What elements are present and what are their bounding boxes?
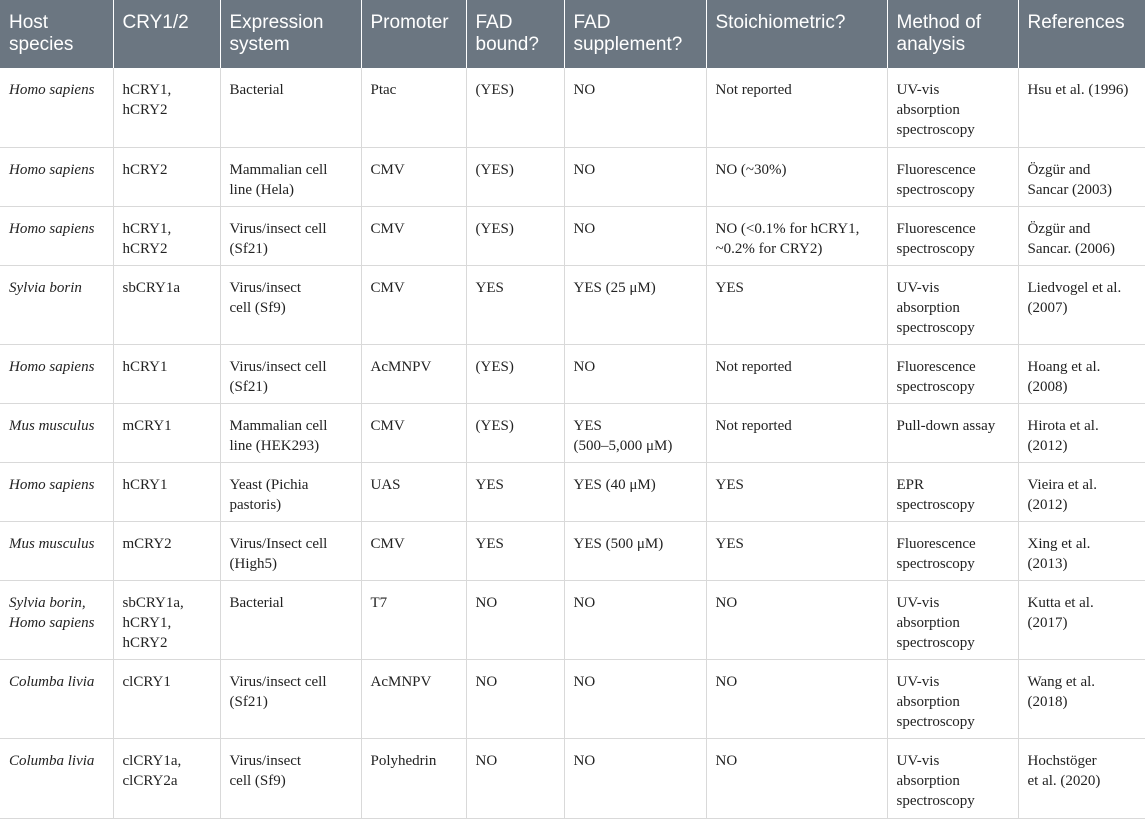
cell-method-of-analysis: Fluorescence spectroscopy (887, 147, 1018, 206)
cell-expression-system: Yeast (Pichia pastoris) (220, 462, 361, 521)
cell-references: Hirota et al. (2012) (1018, 403, 1145, 462)
cell-stoichiometric: NO (706, 659, 887, 738)
cell-fad-bound: NO (466, 738, 564, 818)
cell-fad-supplement: YES (25 μM) (564, 265, 706, 344)
cell-expression-system: Virus/insect cell (Sf21) (220, 659, 361, 738)
cell-host-species: Homo sapiens (0, 206, 113, 265)
cell-cry: hCRY2 (113, 147, 220, 206)
header-expression-system: Expression system (220, 0, 361, 68)
cell-cry: sbCRY1a, hCRY1, hCRY2 (113, 580, 220, 659)
cell-references: Hsu et al. (1996) (1018, 68, 1145, 147)
cell-expression-system: Virus/insect cell (Sf21) (220, 206, 361, 265)
cell-promoter: CMV (361, 265, 466, 344)
cell-cry: hCRY1, hCRY2 (113, 68, 220, 147)
table-row (0, 206, 1145, 265)
cell-stoichiometric: NO (<0.1% for hCRY1, ~0.2% for CRY2) (706, 206, 887, 265)
cell-fad-bound: YES (466, 521, 564, 580)
cell-fad-bound: (YES) (466, 68, 564, 147)
table-header (0, 0, 1145, 68)
cell-expression-system: Virus/insect cell (Sf9) (220, 738, 361, 818)
cell-cry: hCRY1 (113, 462, 220, 521)
header-promoter: Promoter (361, 0, 466, 68)
cell-promoter: AcMNPV (361, 344, 466, 403)
cell-fad-supplement: NO (564, 738, 706, 818)
cell-fad-bound: NO (466, 659, 564, 738)
cell-host-species: Homo sapiens (0, 68, 113, 147)
cell-promoter: CMV (361, 521, 466, 580)
header-method-of-analysis: Method of analysis (887, 0, 1018, 68)
cell-cry: hCRY1, hCRY2 (113, 206, 220, 265)
cell-host-species: Columba livia (0, 659, 113, 738)
cell-fad-bound: NO (466, 580, 564, 659)
cell-method-of-analysis: UV-vis absorption spectroscopy (887, 659, 1018, 738)
cell-cry: clCRY1 (113, 659, 220, 738)
header-fad-bound: FAD bound? (466, 0, 564, 68)
cell-stoichiometric: NO (706, 580, 887, 659)
cell-stoichiometric: Not reported (706, 403, 887, 462)
cell-expression-system: Bacterial (220, 68, 361, 147)
cell-cry: sbCRY1a (113, 265, 220, 344)
cell-fad-supplement: NO (564, 68, 706, 147)
cell-method-of-analysis: UV-vis absorption spectroscopy (887, 68, 1018, 147)
table-row (0, 265, 1145, 344)
cell-fad-bound: (YES) (466, 344, 564, 403)
table-row (0, 403, 1145, 462)
cell-references: Xing et al. (2013) (1018, 521, 1145, 580)
header-references: References (1027, 12, 1125, 33)
cell-fad-supplement: YES (500–5,000 μM) (564, 403, 706, 462)
cell-fad-bound: (YES) (466, 403, 564, 462)
cell-references: Hoang et al. (2008) (1018, 344, 1145, 403)
cell-method-of-analysis: Fluorescence spectroscopy (887, 521, 1018, 580)
cell-fad-supplement: NO (564, 206, 706, 265)
cell-references: Hochstöger et al. (2020) (1018, 738, 1145, 818)
cell-expression-system: Virus/insect cell (Sf21) (220, 344, 361, 403)
cell-promoter: Ptac (361, 68, 466, 147)
cell-method-of-analysis: UV-vis absorption spectroscopy (887, 265, 1018, 344)
cell-references: Özgür and Sancar. (2006) (1018, 206, 1145, 265)
cell-expression-system: Mammalian cell line (HEK293) (220, 403, 361, 462)
table-row (0, 68, 1145, 147)
table-row (0, 580, 1145, 659)
header-fad-supplement: FAD supplement? (564, 0, 706, 68)
cell-fad-bound: (YES) (466, 206, 564, 265)
cell-method-of-analysis: Fluorescence spectroscopy (887, 344, 1018, 403)
cell-references: Liedvogel et al. (2007) (1018, 265, 1145, 344)
table-row (0, 521, 1145, 580)
cell-cry: hCRY1 (113, 344, 220, 403)
cell-promoter: T7 (361, 580, 466, 659)
cell-method-of-analysis: Fluorescence spectroscopy (887, 206, 1018, 265)
cell-fad-bound: YES (466, 462, 564, 521)
cell-references: Wang et al. (2018) (1018, 659, 1145, 738)
cell-fad-bound: (YES) (466, 147, 564, 206)
cell-fad-supplement: NO (564, 147, 706, 206)
cell-method-of-analysis: Pull-down assay (887, 403, 1018, 462)
cell-method-of-analysis: UV-vis absorption spectroscopy (887, 738, 1018, 818)
cell-stoichiometric: Not reported (706, 68, 887, 147)
cell-host-species: Homo sapiens (0, 344, 113, 403)
cell-host-species: Homo sapiens (0, 147, 113, 206)
host-species-line: Homo sapiens (9, 614, 95, 631)
cell-promoter: CMV (361, 206, 466, 265)
cell-host-species: Sylvia borin (0, 265, 113, 344)
cell-fad-supplement: NO (564, 580, 706, 659)
header-row (0, 0, 1145, 68)
cell-stoichiometric: YES (706, 265, 887, 344)
cell-cry: mCRY1 (113, 403, 220, 462)
table-body (0, 68, 1145, 818)
cell-stoichiometric: Not reported (706, 344, 887, 403)
cell-references: Kutta et al. (2017) (1018, 580, 1145, 659)
cell-expression-system: Mammalian cell line (Hela) (220, 147, 361, 206)
cell-host-species (0, 580, 113, 659)
cell-promoter: UAS (361, 462, 466, 521)
cell-expression-system: Bacterial (220, 580, 361, 659)
cell-host-species: Homo sapiens (0, 462, 113, 521)
cell-host-species: Mus musculus (0, 403, 113, 462)
host-species-line: Sylvia borin, (9, 594, 86, 611)
cell-promoter: CMV (361, 403, 466, 462)
cell-stoichiometric: NO (~30%) (706, 147, 887, 206)
table-row (0, 659, 1145, 738)
cell-fad-supplement: NO (564, 344, 706, 403)
cell-fad-supplement: NO (564, 659, 706, 738)
table-row (0, 344, 1145, 403)
cell-method-of-analysis: EPR spectroscopy (887, 462, 1018, 521)
cell-expression-system: Virus/Insect cell (High5) (220, 521, 361, 580)
cell-stoichiometric: NO (706, 738, 887, 818)
cell-promoter: AcMNPV (361, 659, 466, 738)
cell-cry: clCRY1a, clCRY2a (113, 738, 220, 818)
cell-fad-bound: YES (466, 265, 564, 344)
cell-references: Özgür and Sancar (2003) (1018, 147, 1145, 206)
cell-cry: mCRY2 (113, 521, 220, 580)
cell-stoichiometric: YES (706, 462, 887, 521)
table-row (0, 147, 1145, 206)
cell-method-of-analysis: UV-vis absorption spectroscopy (887, 580, 1018, 659)
cell-host-species: Columba livia (0, 738, 113, 818)
cell-promoter: Polyhedrin (361, 738, 466, 818)
cell-fad-supplement: YES (500 μM) (564, 521, 706, 580)
cell-references: Vieira et al. (2012) (1018, 462, 1145, 521)
cell-stoichiometric: YES (706, 521, 887, 580)
header-stoichiometric: Stoichiometric? (706, 0, 887, 68)
cell-fad-supplement: YES (40 μM) (564, 462, 706, 521)
cell-expression-system: Virus/insect cell (Sf9) (220, 265, 361, 344)
cell-promoter: CMV (361, 147, 466, 206)
header-cry: CRY1/2 (113, 0, 220, 68)
table-row (0, 462, 1145, 521)
table-row (0, 738, 1145, 818)
header-host-species: Host species (0, 0, 113, 68)
cell-host-species: Mus musculus (0, 521, 113, 580)
